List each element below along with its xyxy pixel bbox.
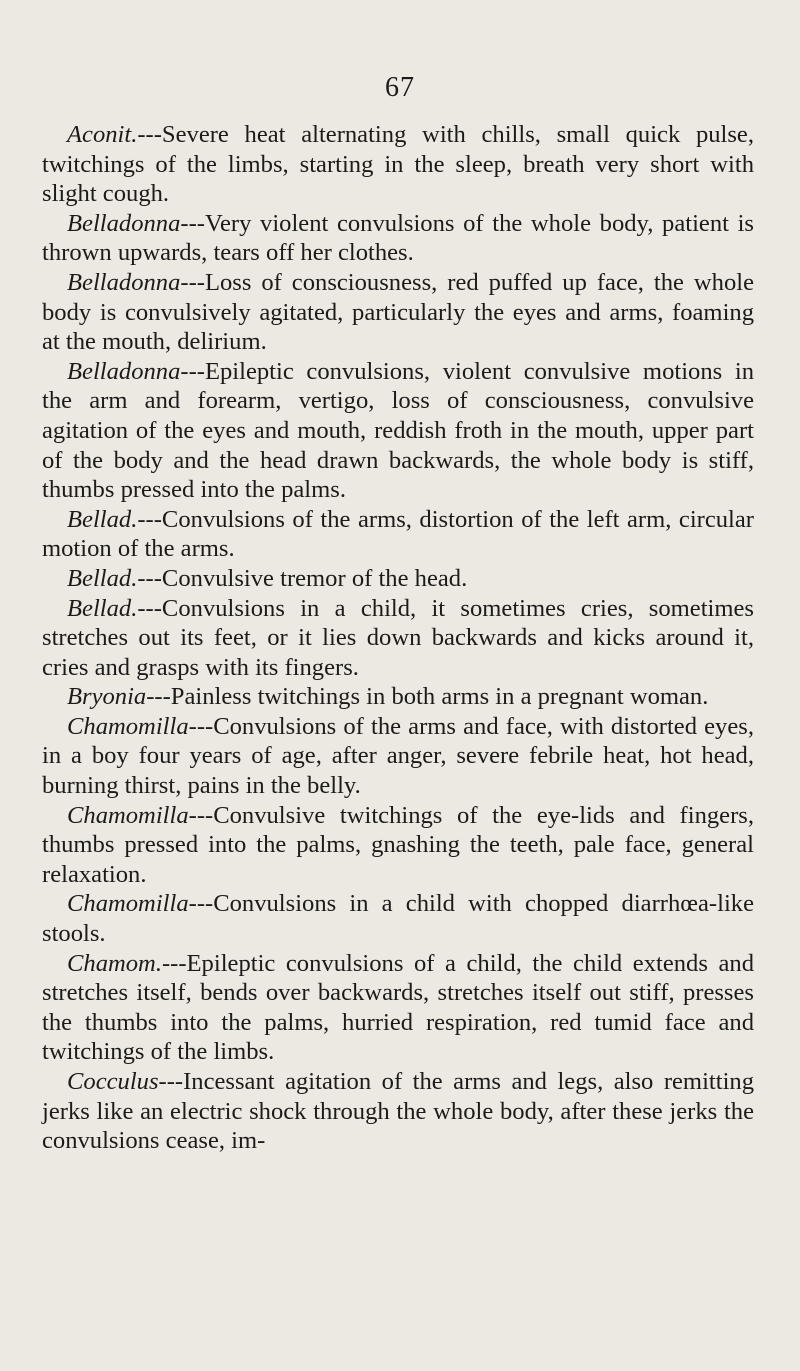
- remedy-name: Cocculus: [67, 1068, 159, 1095]
- remedy-name: Bellad.: [67, 594, 138, 622]
- remedy-description: ---Severe heat alternating with chills, small quick pulse, twitchings of the limbs, starting in the sleep, breath very short with slight cough.: [42, 121, 754, 208]
- remedy-entry: [42, 268, 754, 357]
- remedy-entry: [42, 1067, 754, 1156]
- remedy-entry: [42, 889, 754, 948]
- remedy-description: ---Incessant agitation of the arms and legs, also remitting jerks like an electric shock through the whole body, after these jerks the convulsions cease, im-: [42, 1068, 754, 1155]
- remedy-description: ---Convulsive tremor of the head.: [137, 564, 468, 592]
- remedy-entry: [42, 505, 754, 564]
- remedy-name: Bryonia: [67, 683, 147, 711]
- remedy-name: Chamomilla: [67, 712, 189, 740]
- remedy-description: ---Convulsions in a child, it sometimes cries, sometimes stretches out its feet, or it lies down backwards and kicks around it, cries and grasps with its fingers.: [42, 594, 754, 681]
- remedy-entry: [42, 594, 754, 683]
- remedy-description: ---Epileptic convulsions of a child, the child extends and stretches itself, bends over backwards, stretches itself out stiff, presses the thumbs into the palms, hurried respiration, red tumid face and twitchings of the limbs.: [42, 949, 754, 1066]
- remedy-name: Belladonna: [67, 209, 181, 237]
- remedy-description: ---Loss of consciousness, red puffed up face, the whole body is convulsively agitated, particularly the eyes and arms, foaming at the mouth, delirium.: [42, 268, 754, 356]
- remedy-description: ---Very violent convulsions of the whole body, patient is thrown upwards, tears off her clothes.: [42, 209, 754, 267]
- remedy-name: Chamom.: [67, 949, 162, 977]
- remedy-entries: [42, 120, 754, 1156]
- remedy-description: ---Convulsive twitchings of the eye-lids and fingers, thumbs pressed into the palms, gnashing the teeth, pale face, general relaxation.: [42, 801, 754, 888]
- remedy-name: Bellad.: [67, 564, 138, 592]
- remedy-description: ---Epileptic convulsions, violent convulsive motions in the arm and forearm, vertigo, loss of consciousness, convulsive agitation of the eyes and mouth, reddish froth in the mouth, upper part of the body and the head drawn backwards, the whole body is stiff, thumbs pressed into the palms.: [42, 357, 754, 504]
- remedy-entry: [42, 120, 754, 209]
- remedy-name: Belladonna: [67, 357, 181, 385]
- remedy-name: Chamomilla: [67, 890, 189, 918]
- remedy-entry: [42, 801, 754, 890]
- remedy-description: ---Convulsions in a child with chopped diarrhœa-like stools.: [42, 890, 754, 948]
- remedy-entry: [42, 949, 754, 1067]
- remedy-description: ---Convulsions of the arms, distortion of the left arm, circular motion of the arms.: [42, 505, 754, 563]
- remedy-description: ---Painless twitchings in both arms in a pregnant woman.: [146, 683, 709, 711]
- remedy-description: ---Convulsions of the arms and face, with distorted eyes, in a boy four years of age, after anger, severe febrile heat, hot head, burning thirst, pains in the belly.: [42, 712, 754, 800]
- remedy-entry: [42, 564, 754, 594]
- remedy-name: Bellad.: [67, 505, 138, 533]
- remedy-entry: [42, 682, 754, 712]
- remedy-entry: [42, 712, 754, 801]
- remedy-name: Aconit.: [67, 121, 138, 148]
- remedy-name: Belladonna: [67, 268, 181, 296]
- remedy-entry: [42, 357, 754, 505]
- page-number: 67: [385, 72, 415, 103]
- remedy-name: Chamomilla: [67, 801, 189, 829]
- remedy-entry: [42, 209, 754, 268]
